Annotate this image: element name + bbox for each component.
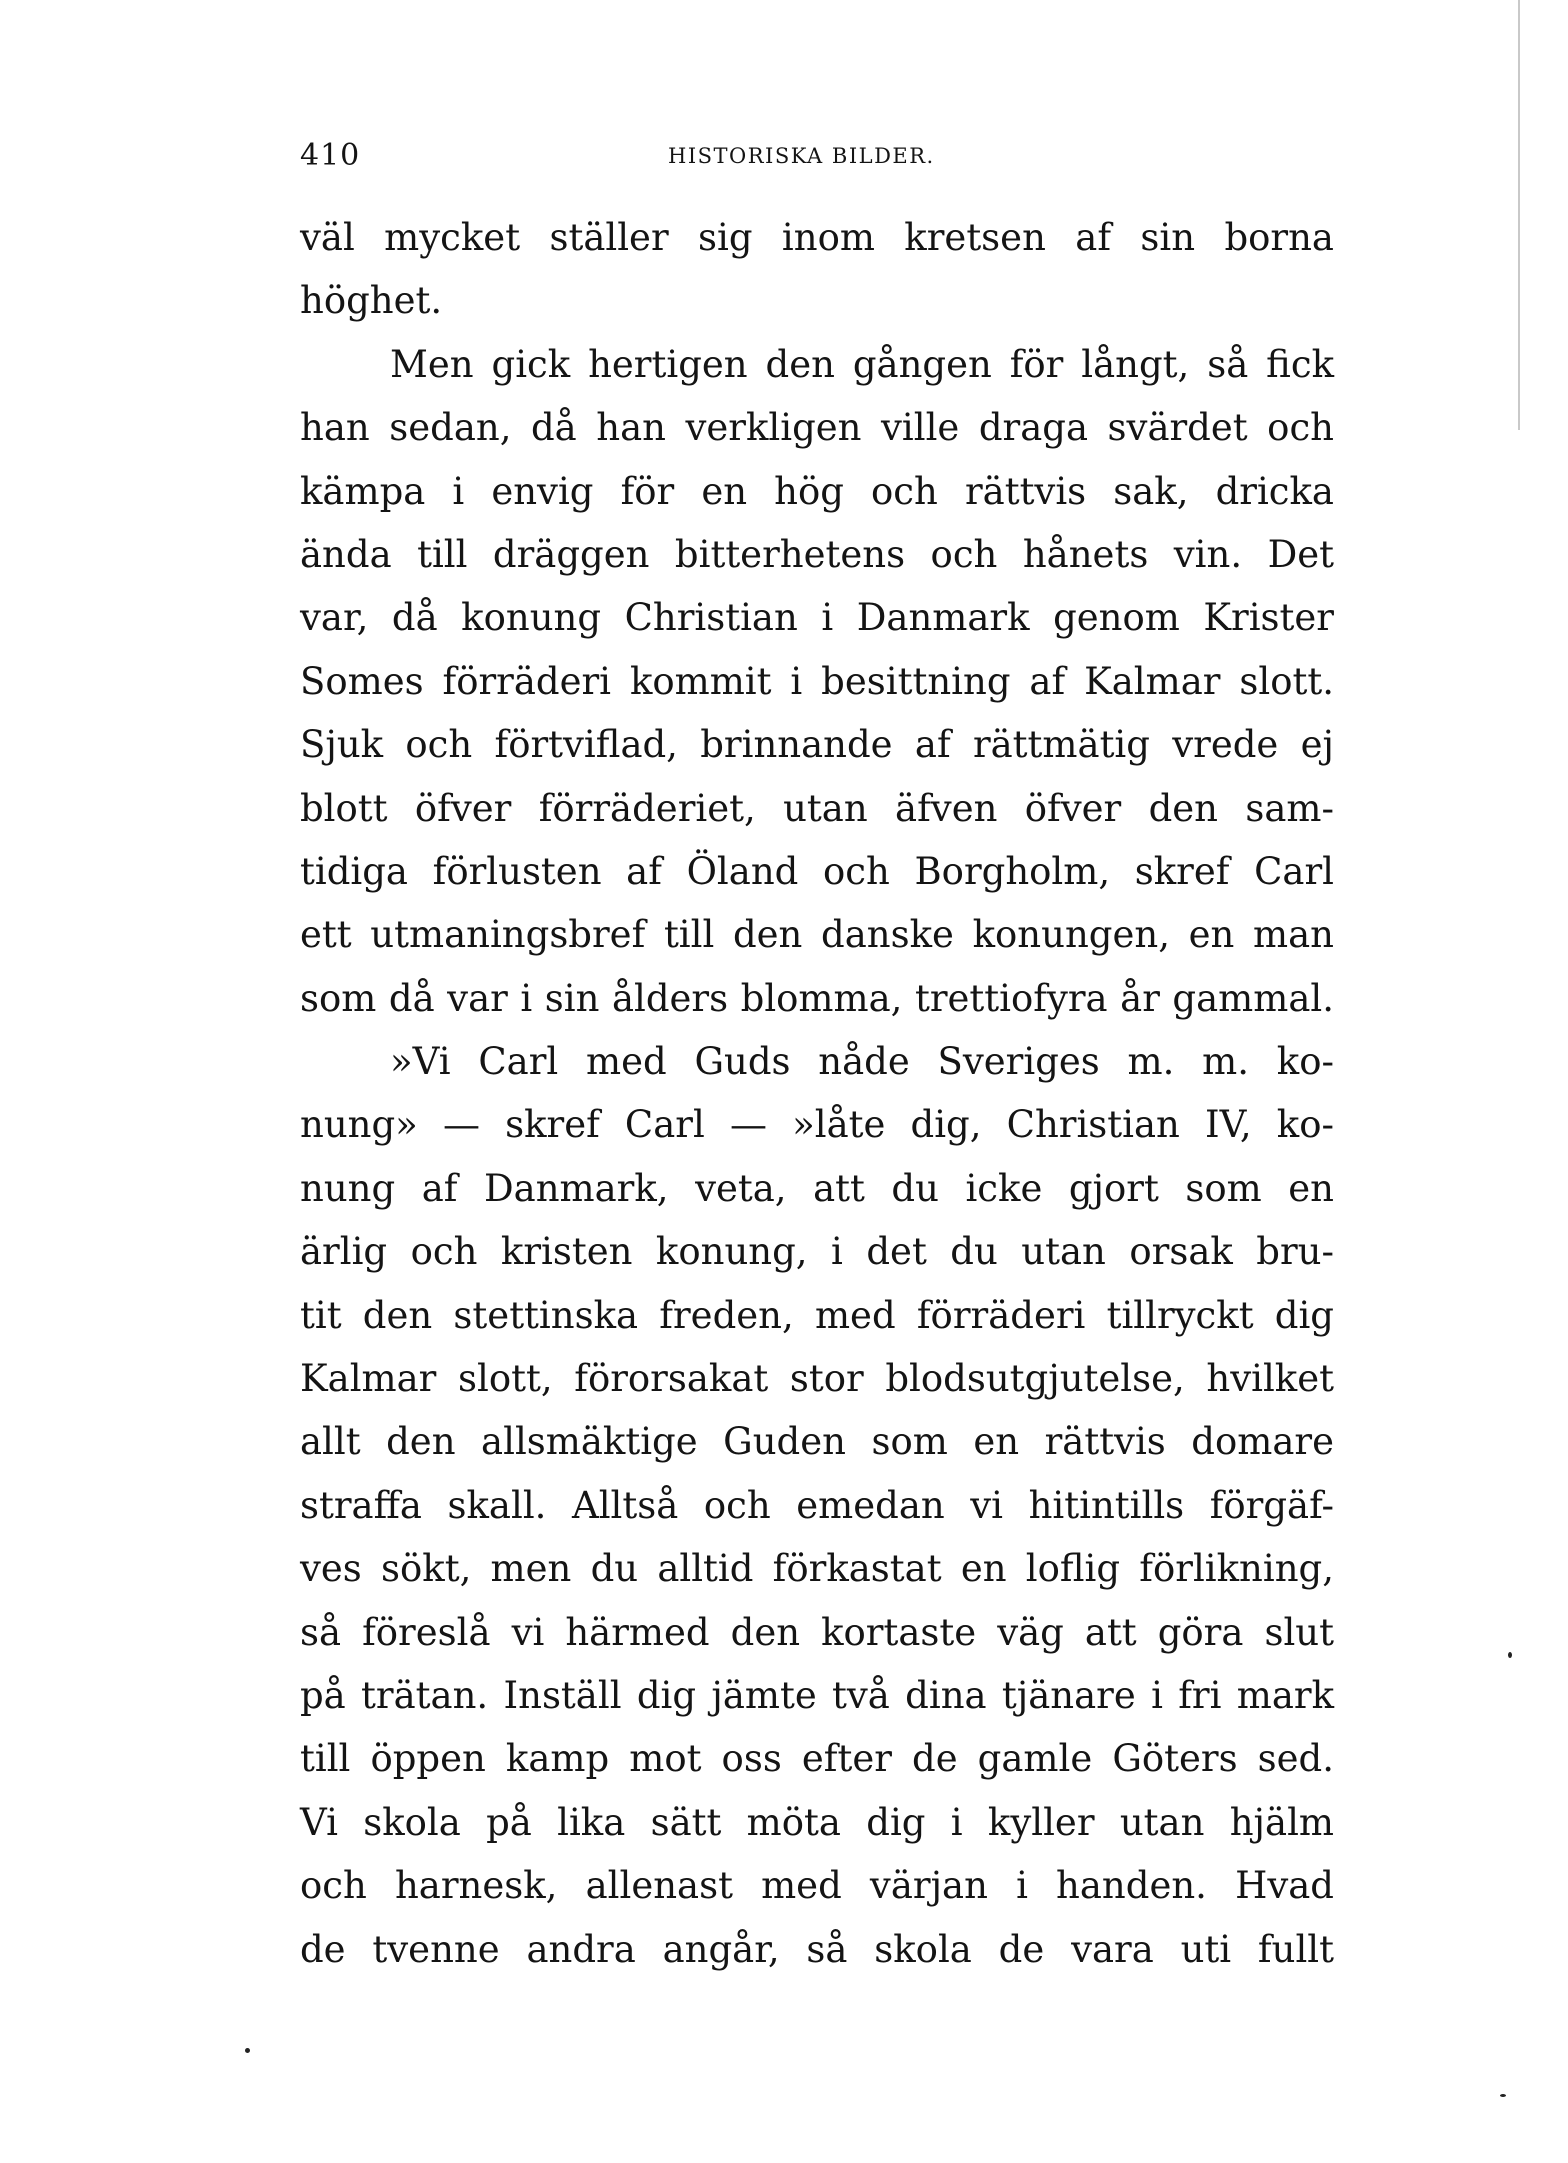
text-line: allt den allsmäktige Guden som en rättvis domare [300,1420,1334,1464]
print-speck [1500,2094,1506,2097]
text-line: ända till dräggen bitterhetens och hånets vin. Det [300,532,1334,576]
text-line: Vi skola på lika sätt möta dig i kyller utan hjälm [300,1800,1334,1844]
text-line: på trätan. Inställ dig jämte två dina tjänare i fri mark [300,1673,1334,1717]
text-line: blott öfver förräderiet, utan äfven öfver den sam- [300,786,1334,830]
body-text [300,206,1334,1981]
text-line: som då var i sin ålders blomma, trettiofyra år gammal. [300,976,1334,1020]
text-line: »Vi Carl med Guds nåde Sveriges m. m. ko- [390,1040,1334,1084]
text-line: nung» — skref Carl — »låte dig, Christian IV, ko- [300,1103,1334,1147]
text-line: tit den stettinska freden, med förräderi tillryckt dig [300,1293,1334,1337]
text-line: Men gick hertigen den gången för långt, så fick [390,342,1334,386]
print-speck [245,2048,250,2053]
page-number: 410 [300,138,361,173]
text-line: höghet. [300,279,443,323]
text-line: väl mycket ställer sig inom kretsen af sin borna [300,216,1334,259]
text-line: Kalmar slott, förorsakat stor blodsutgjutelse, hvilket [300,1357,1334,1401]
text-line: kämpa i envig för en hög och rättvis sak, dricka [300,469,1334,513]
text-line: de tvenne andra angår, så skola de vara uti fullt [300,1927,1334,1971]
print-speck [1508,1652,1512,1658]
running-head: HISTORISKA BILDER. [668,144,935,168]
page-header [300,138,980,178]
text-line: tidiga förlusten af Öland och Borgholm, skref Carl [300,849,1334,893]
text-line: Somes förräderi kommit i besittning af Kalmar slott. [300,659,1334,703]
text-line: nung af Danmark, veta, att du icke gjort som en [300,1166,1334,1210]
text-line: ves sökt, men du alltid förkastat en loflig förlikning, [300,1547,1334,1591]
page-edge-line [1518,0,1520,430]
text-line: ett utmaningsbref till den danske konungen, en man [300,913,1334,957]
text-line: var, då konung Christian i Danmark genom Krister [300,596,1334,640]
text-line: ärlig och kristen konung, i det du utan orsak bru- [300,1230,1334,1274]
text-line: Sjuk och förtviflad, brinnande af rättmätig vrede ej [300,723,1334,767]
text-line: och harnesk, allenast med värjan i handen. Hvad [300,1864,1334,1908]
text-line: han sedan, då han verkligen ville draga svärdet och [300,406,1334,450]
text-line: straffa skall. Alltså och emedan vi hitintills förgäf- [300,1483,1334,1527]
text-line: till öppen kamp mot oss efter de gamle Göters sed. [300,1737,1334,1781]
text-line: så föreslå vi härmed den kortaste väg att göra slut [300,1610,1334,1654]
